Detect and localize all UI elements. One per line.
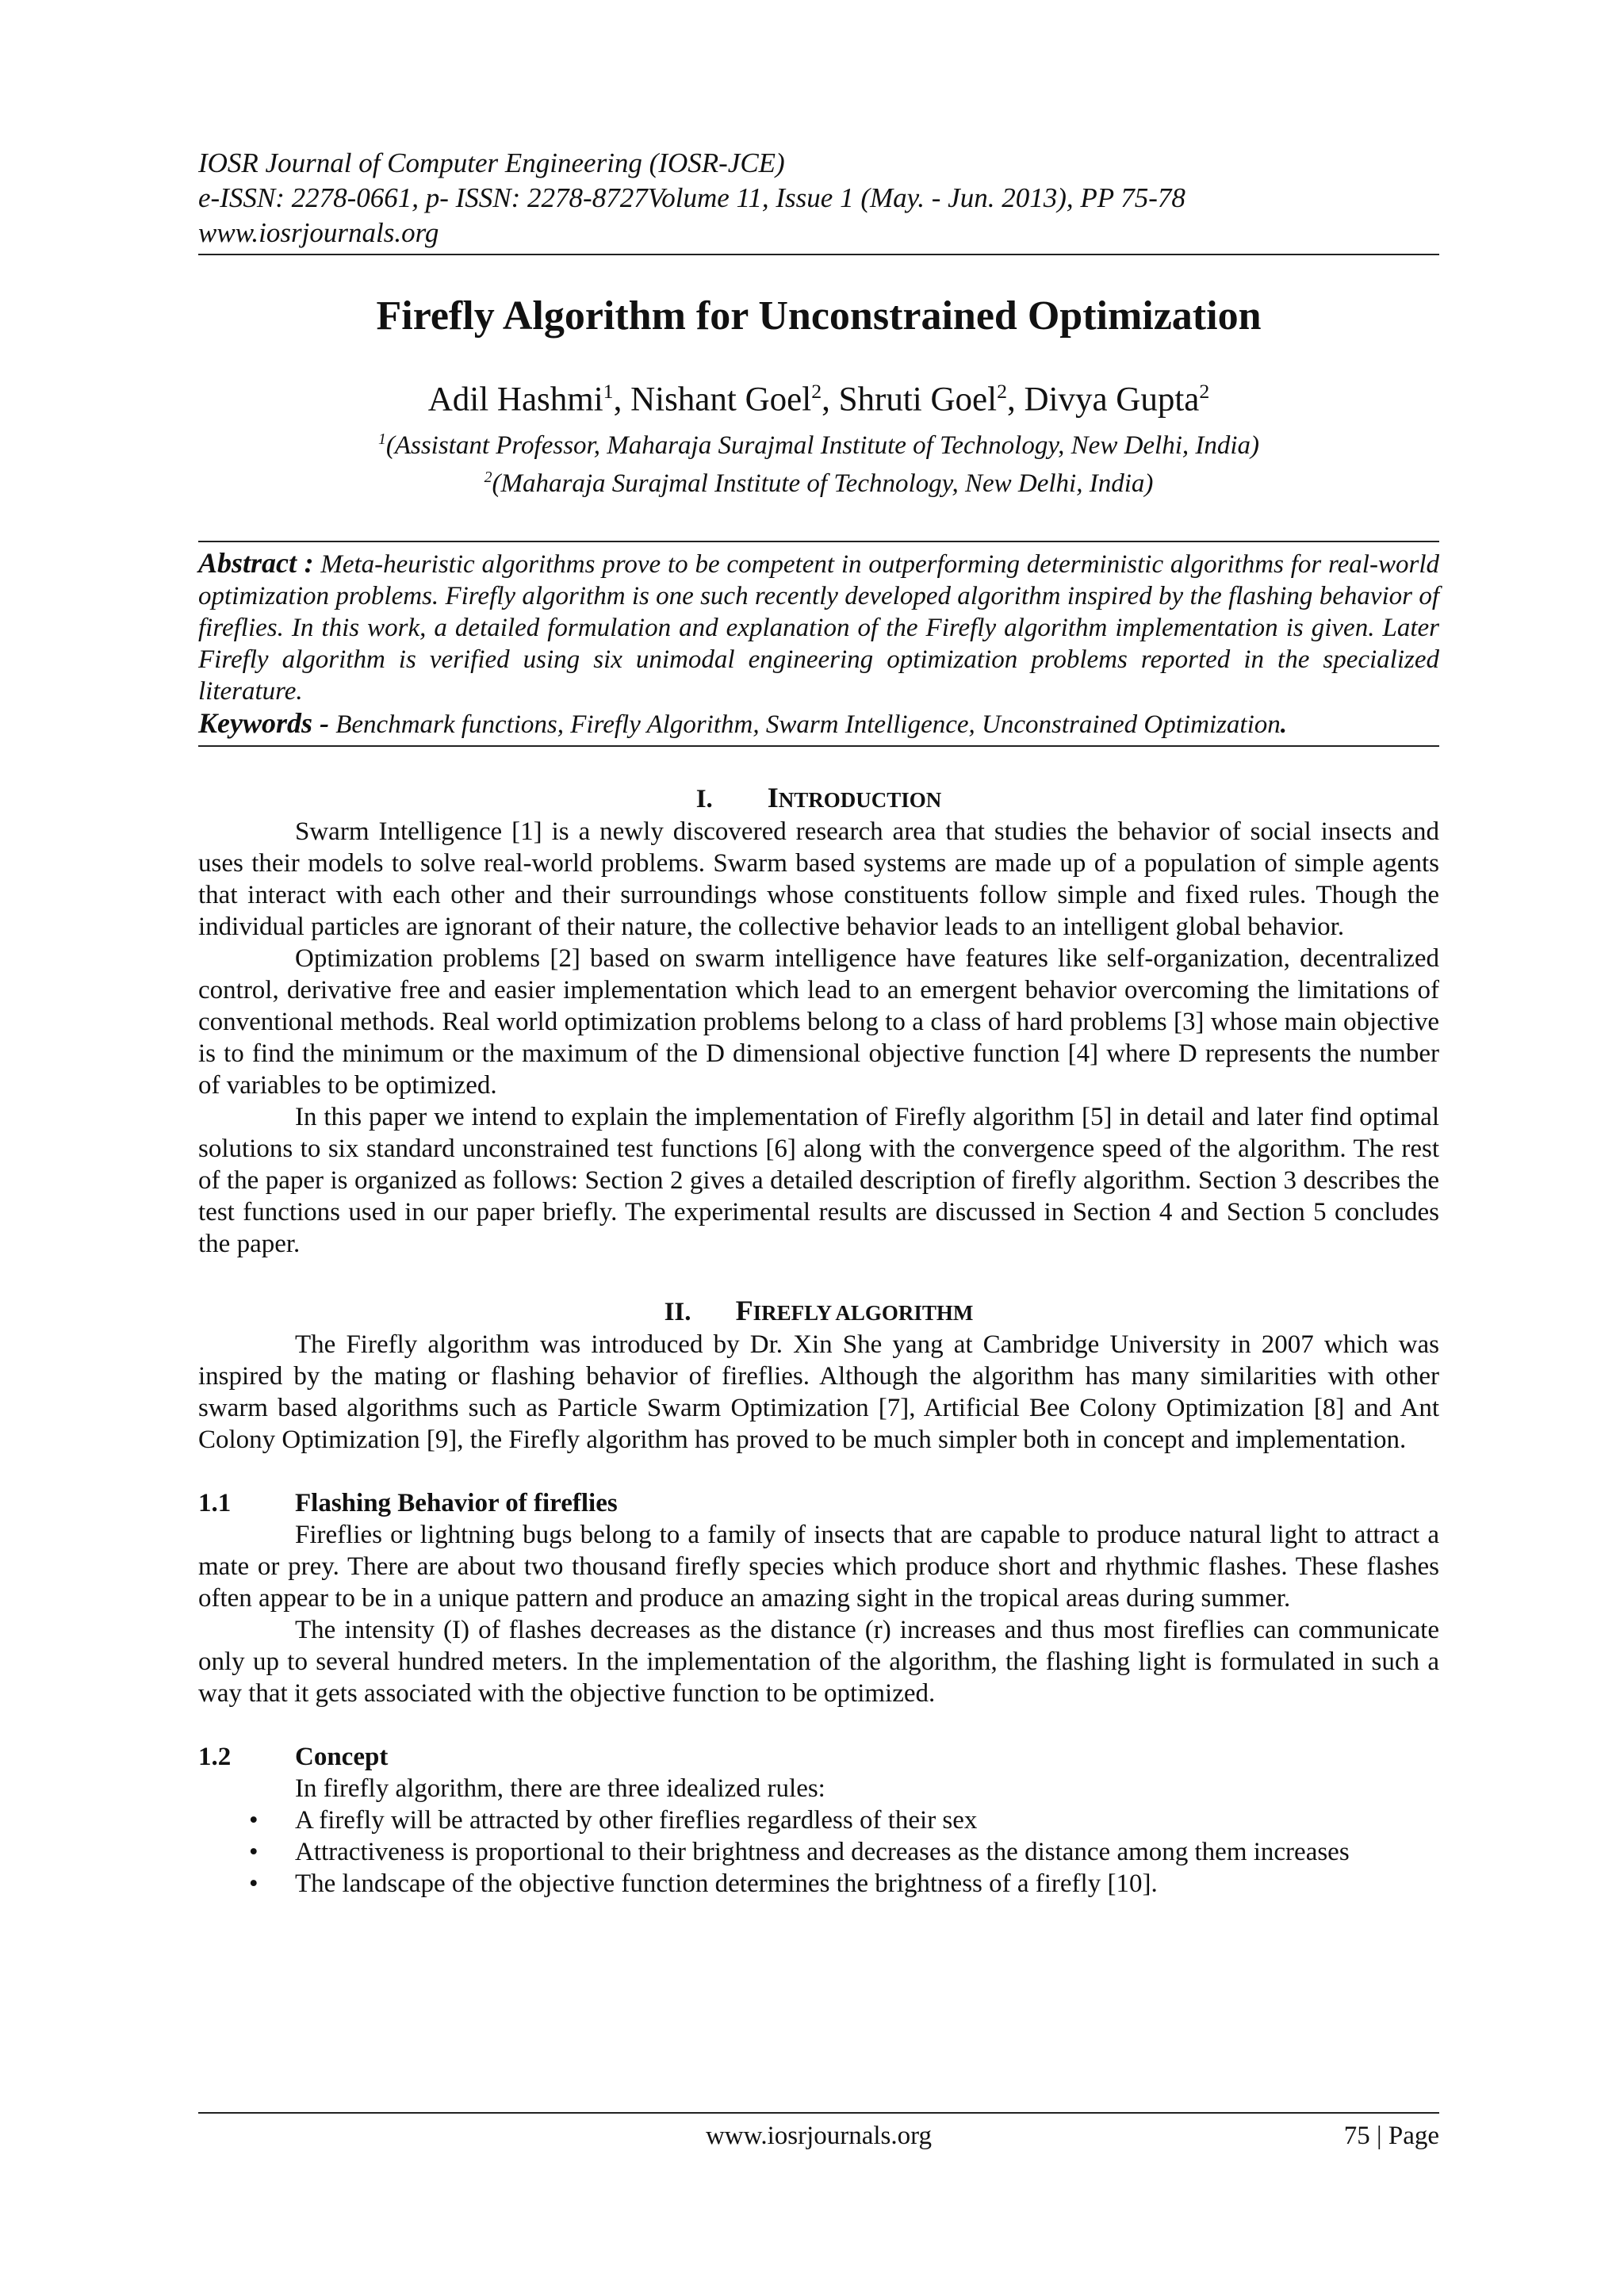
subsection-number: 1.2 [198,1743,232,1772]
body-paragraph: In firefly algorithm, there are three idealized rules: [295,1774,825,1804]
footer-rule [198,2112,1439,2114]
affiliation [198,423,1439,461]
author-affiliation-marker: 1 [603,380,614,403]
list-item [198,1868,1439,1900]
author-separator: , [613,381,631,419]
paper-page [198,146,1439,1900]
keywords [198,707,1439,740]
journal-issn: e-ISSN: 2278-0661, p- ISSN: 2278-8727Volume 11, Issue 1 (May. - Jun. 2013), PP 75-78 [198,182,1185,213]
author-affiliation-marker: 2 [1199,380,1210,403]
author-name: Adil Hashmi [427,381,603,419]
list-item-text: A firefly will be attracted by other fireflies regardless of their sex [295,1806,978,1835]
bullet-icon: • [249,1869,259,1899]
journal-name: IOSR Journal of Computer Engineering (IOSR-JCE) [198,147,785,178]
keywords-text: Benchmark functions, Firefly Algorithm, Swarm Intelligence, Unconstrained Optimization [329,710,1281,740]
author-separator: , [1006,381,1025,419]
page-number: 75 | Page [1343,2122,1439,2150]
list-item-text: The landscape of the objective function determines the brightness of a firefly [10]. [295,1869,1158,1899]
section-title-rest: IREFLY ALGORITHM [753,1301,974,1326]
rules-list [198,1804,1439,1900]
section-title-initial: I [767,782,779,814]
abstract-rule [198,745,1439,747]
section-heading-introduction [198,782,1439,816]
subsection-title: Concept [295,1743,389,1772]
list-item [198,1804,1439,1836]
section-heading-firefly [198,1295,1439,1329]
body-paragraph: Optimization problems [2] based on swarm intelligence have features like self-organization, decentralized control, derivative free and easier implementation which lead to an emergent behavior overcoming the limitations of conventional methods. Real world optimization problems belong to a class of hard problems [3] whose main objective is to find the minimum or the maximum of the D dimensional objective function [4] where D represents the number of variables to be optimized. [198,944,1439,1100]
abstract [198,547,1439,707]
section-number: I. [695,785,713,814]
journal-website: www.iosrjournals.org [198,217,439,248]
author-separator: , [822,381,839,419]
bullet-icon: • [249,1838,259,1867]
affiliation-marker: 1 [377,430,386,449]
author-name: Divya Gupta [1024,381,1200,419]
list-item-text: Attractiveness is proportional to their brightness and decreases as the distance among them increases [295,1838,1350,1867]
body-paragraph: The intensity (I) of flashes decreases as the distance (r) increases and thus most fireflies can communicate only up to several hundred meters. In the implementation of the algorithm, the flashing light is formulated in such a way that it gets associated with the objective function to be optimized. [198,1616,1439,1709]
list-item [198,1836,1439,1868]
affiliation-marker: 2 [484,469,492,487]
section-title-rest: NTRODUCTION [778,788,942,813]
keywords-end: . [1280,710,1288,740]
affiliation-text: (Assistant Professor, Maharaja Surajmal Institute of Technology, New Delhi, India) [385,431,1260,461]
affiliation [198,461,1439,499]
journal-header [198,146,1439,251]
body-paragraph: Swarm Intelligence [1] is a newly discovered research area that studies the behavior of social insects and uses their models to solve real-world problems. Swarm based systems are made up of a population of simple agents that interact with each other and their surroundings whose constituents follow simple and fixed rules. Though the individual particles are ignorant of their nature, the collective behavior leads to an intelligent global behavior. [198,817,1439,942]
author-name: Nishant Goel [630,381,812,419]
header-rule [198,254,1439,255]
section-number: II. [664,1298,691,1327]
abstract-label: Abstract : [198,547,314,580]
footer-website: www.iosrjournals.org [705,2122,933,2150]
abstract-text: Meta-heuristic algorithms prove to be competent in outperforming deterministic algorithms for real-world optimization problems. Firefly algorithm is one such recently developed algorithm inspired by the flashing behavior of fireflies. In this work, a detailed formulation and explanation of the Firefly algorithm implementation is given. Later Firefly algorithm is verified using six unimodal engineering optimization problems reported in the specialized literature. [198,550,1439,706]
author-affiliation-marker: 2 [997,380,1007,403]
subsection-number: 1.1 [198,1489,232,1518]
subsection-heading-concept [198,1741,1439,1773]
section-title-initial: F [735,1295,753,1327]
keywords-label: Keywords - [198,707,329,740]
subsection-title: Flashing Behavior of fireflies [295,1489,618,1518]
page-footer [198,2112,1439,2155]
body-paragraph: Fireflies or lightning bugs belong to a family of insects that are capable to produce natural light to attract a mate or prey. There are about two thousand firefly species which produce short and rhythmic flashes. These flashes often appear to be in a unique pattern and produce an amazing sight in the tropical areas during summer. [198,1521,1439,1613]
subsection-heading-flashing [198,1487,1439,1519]
affiliation-text: (Maharaja Surajmal Institute of Technology, New Delhi, India) [492,469,1154,499]
body-paragraph: In this paper we intend to explain the implementation of Firefly algorithm [5] in detail and later find optimal solutions to six standard unconstrained test functions [6] along with the convergence speed of the algorithm. The rest of the paper is organized as follows: Section 2 gives a detailed description of firefly algorithm. Section 3 describes the test functions used in our paper briefly. The experimental results are discussed in Section 4 and Section 5 concludes the paper. [198,1103,1439,1259]
body-paragraph: The Firefly algorithm was introduced by Dr. Xin She yang at Cambridge University in 2007 which was inspired by the mating or flashing behavior of fireflies. Although the algorithm has many similarities with other swarm based algorithms such as Particle Swarm Optimization [7], Artificial Bee Colony Optimization [8] and Ant Colony Optimization [9], the Firefly algorithm has proved to be much simpler both in concept and implementation. [198,1330,1439,1455]
bullet-icon: • [249,1806,259,1835]
paper-title: Firefly Algorithm for Unconstrained Optimization [376,293,1262,339]
author-list [198,371,1439,420]
abstract-block [198,541,1439,740]
author-name: Shruti Goel [838,381,998,419]
author-affiliation-marker: 2 [811,380,822,403]
footer-row [198,2120,1439,2155]
